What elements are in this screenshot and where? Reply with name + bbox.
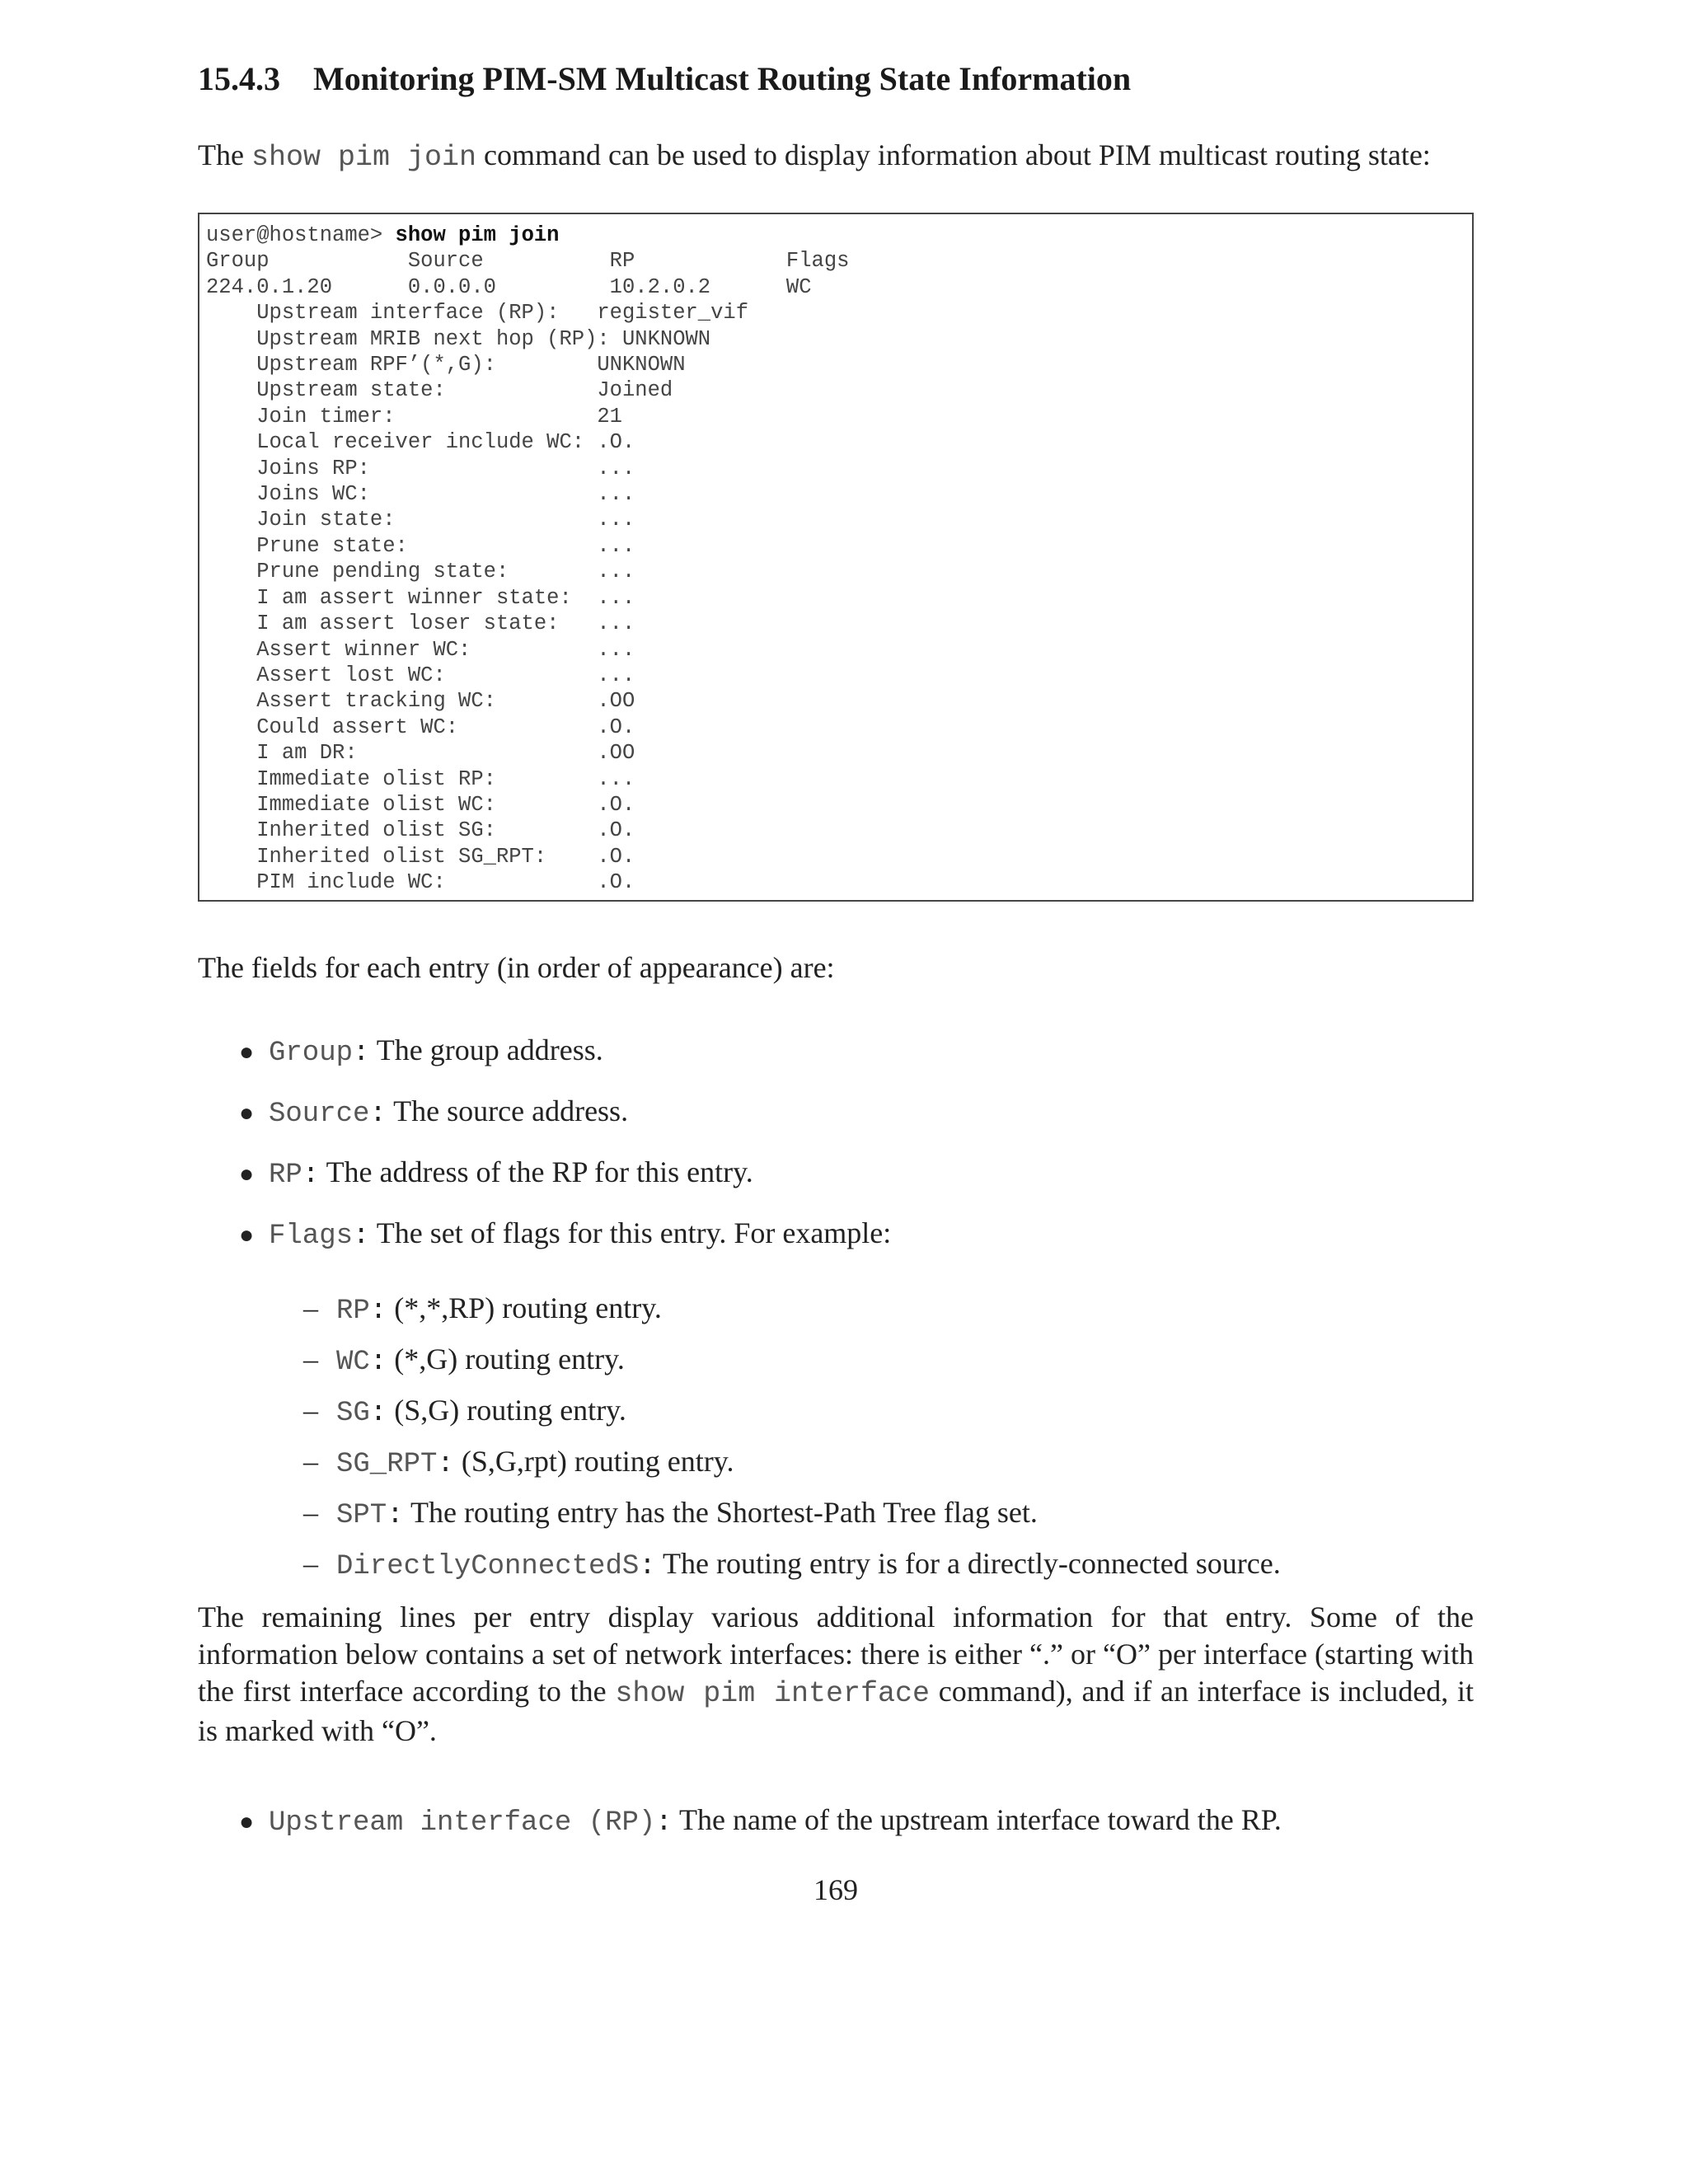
field-list-group (239, 1032, 603, 1072)
dash-icon: – (303, 1343, 318, 1376)
flag-examples-list (303, 1284, 1281, 1591)
list-item: – DirectlyConnectedS: The routing entry is for a directly-connected source. (303, 1540, 1281, 1591)
dash-icon: – (303, 1547, 318, 1580)
field-list-upstream (239, 1802, 1282, 1842)
field-term: RP (269, 1160, 302, 1191)
dash-icon: – (303, 1291, 318, 1324)
remaining-text-after: command), and if an interface is included, it is marked with “O”. (198, 1675, 1474, 1747)
list-item: – SPT: The routing entry has the Shortest-Path Tree flag set. (303, 1488, 1281, 1540)
flag-term: WC (336, 1347, 370, 1378)
remaining-paragraph (198, 1599, 1474, 1750)
flag-term: RP (336, 1296, 370, 1327)
dash-icon: – (303, 1445, 318, 1478)
bullet-icon: ● (239, 1099, 255, 1127)
flag-desc: (S,G) routing entry. (387, 1394, 626, 1427)
flag-term: DirectlyConnectedS (336, 1551, 640, 1582)
inline-command: show pim join (251, 141, 477, 174)
dash-icon: – (303, 1394, 318, 1427)
field-term: Flags (269, 1221, 354, 1252)
list-item: – WC: (*,G) routing entry. (303, 1335, 1281, 1386)
terminal-output (199, 214, 1472, 896)
flag-desc: (*,G) routing entry. (387, 1343, 625, 1376)
field-desc: The group address. (369, 1033, 603, 1066)
page-number: 169 (814, 1873, 858, 1906)
field-desc: The set of flags for this entry. For example: (369, 1216, 892, 1249)
terminal-command: show pim join (395, 223, 560, 247)
terminal-output-box (198, 213, 1474, 902)
field-term: Group (269, 1038, 354, 1069)
bullet-icon: ● (239, 1221, 255, 1249)
section-title: Monitoring PIM-SM Multicast Routing State Information (313, 60, 1132, 97)
list-item: – RP: (*,*,RP) routing entry. (303, 1284, 1281, 1335)
fields-intro: The fields for each entry (in order of appearance) are: (198, 951, 835, 984)
field-desc: The source address. (386, 1094, 629, 1127)
flag-term: SG_RPT (336, 1449, 438, 1480)
bullet-icon: ● (239, 1038, 255, 1066)
list-item: – SG_RPT: (S,G,rpt) routing entry. (303, 1437, 1281, 1488)
field-term: Upstream interface (RP) (269, 1807, 656, 1839)
field-desc: The address of the RP for this entry. (319, 1155, 753, 1188)
field-term: Source (269, 1099, 370, 1130)
field-list-source (239, 1093, 628, 1133)
list-item: ● Source: The source address. (239, 1094, 629, 1130)
field-list-flags (239, 1215, 891, 1255)
intro-text-before: The (198, 138, 251, 171)
flag-desc: The routing entry has the Shortest-Path Tree flag set. (403, 1496, 1038, 1529)
bullet-icon: ● (239, 1160, 255, 1188)
list-item: ● RP: The address of the RP for this entry. (239, 1155, 753, 1191)
list-item: ● Flags: The set of flags for this entry. For example: (239, 1216, 892, 1252)
field-list-rp (239, 1154, 753, 1194)
terminal-prompt: user@hostname> (206, 223, 396, 247)
terminal-output-lines: Group Source RP Flags 224.0.1.20 0.0.0.0 10.2.0.2 WC Upstream interface (RP): register_vif Upstream MRIB next hop (RP): UNKNOWN Upstream RPF’(*,G): UNKNOWN Upstream state: Joined Join timer: 21 Local receiver include WC: .O. Joins RP: ... Joins WC: ... Join state: ... Prune state: ... Prune pending state: ... I am assert winner state: ... I am assert loser state: ... Assert winner WC: ... Assert lost WC: ... Assert tracking WC: .OO Could assert WC: .O. I am DR: .OO Immediate olist RP: ... Immediate olist WC: .O. Inherited olist SG: .O. Inherited olist SG_RPT: .O. PIM include WC: .O. (206, 249, 850, 895)
list-item: – SG: (S,G) routing entry. (303, 1386, 1281, 1437)
list-item: ● Upstream interface (RP): The name of the upstream interface toward the RP. (239, 1803, 1282, 1839)
bullet-icon: ● (239, 1808, 255, 1835)
flag-term: SPT (336, 1500, 387, 1531)
inline-command: show pim interface (615, 1677, 931, 1710)
section-number: 15.4.3 (198, 60, 280, 97)
flag-desc: The routing entry is for a directly-connected source. (655, 1547, 1281, 1580)
flag-term: SG (336, 1398, 370, 1429)
intro-paragraph (198, 137, 1431, 176)
dash-icon: – (303, 1496, 318, 1529)
field-desc: The name of the upstream interface toward the RP. (672, 1803, 1282, 1836)
flag-desc: (S,G,rpt) routing entry. (453, 1445, 734, 1478)
intro-text-after: command can be used to display information about PIM multicast routing state: (476, 138, 1431, 171)
list-item: ● Group: The group address. (239, 1033, 603, 1069)
section-heading (198, 59, 1131, 98)
flag-desc: (*,*,RP) routing entry. (387, 1291, 662, 1324)
remaining-text-before: The remaining lines per entry display various additional information for that entry. Some of the information below contains a set of network interfaces: there is either “.” or “O” per interface (starting with the first interface according to the (198, 1601, 1474, 1708)
